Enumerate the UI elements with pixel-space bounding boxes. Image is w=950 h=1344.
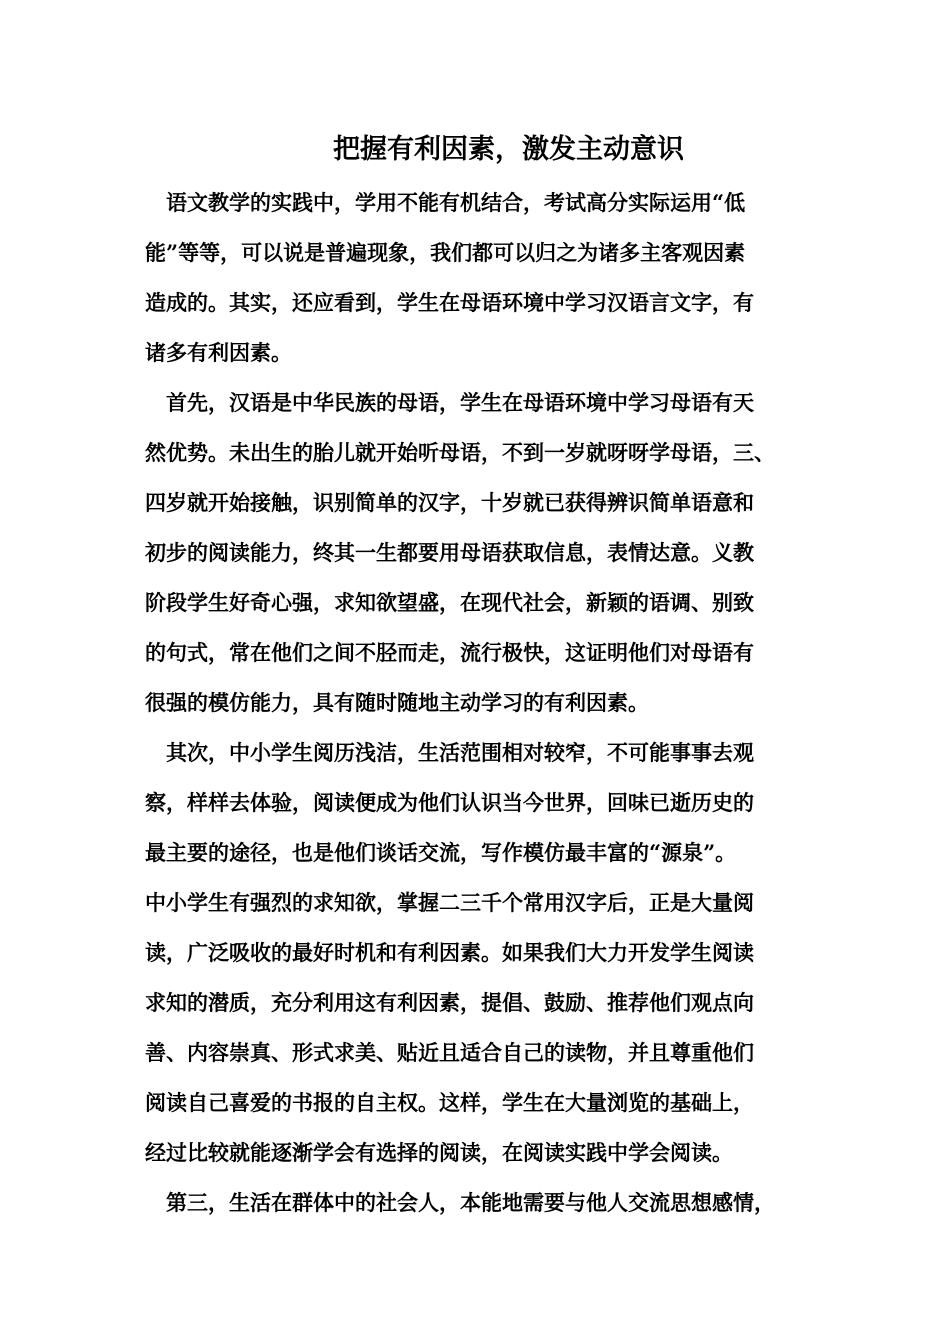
text-line: 能”等等，可以说是普遍现象，我们都可以归之为诸多主客观因素 (145, 240, 746, 265)
paragraph-third (145, 1178, 830, 1228)
text-line: 第三，生活在群体中的社会人，本能地需要与他人交流思想感情， (166, 1190, 775, 1215)
text-line: 初步的阅读能力，终其一生都要用母语获取信息，表情达意。义教 (145, 540, 754, 565)
text-line: 求知的潜质，充分利用这有利因素，提倡、鼓励、推荐他们观点向 (145, 990, 754, 1015)
text-line: 诸多有利因素。 (145, 340, 292, 365)
document-title: 把握有利因素，激发主动意识 (333, 134, 684, 165)
text-line: 语文教学的实践中，学用不能有机结合，考试高分实际运用“低 (166, 190, 746, 215)
text-line: 读，广泛吸收的最好时机和有利因素。如果我们大力开发学生阅读 (145, 940, 754, 965)
text-line: 首先，汉语是中华民族的母语，学生在母语环境中学习母语有天 (166, 390, 754, 415)
document-body (145, 178, 830, 1228)
text-line: 的句式，常在他们之间不胫而走，流行极快，这证明他们对母语有 (145, 640, 754, 665)
text-line: 经过比较就能逐渐学会有选择的阅读，在阅读实践中学会阅读。 (145, 1140, 733, 1165)
text-line: 造成的。其实，还应看到，学生在母语环境中学习汉语言文字，有 (145, 290, 754, 315)
text-line: 很强的模仿能力，具有随时随地主动学习的有利因素。 (145, 690, 649, 715)
paragraph-intro (145, 178, 830, 378)
text-line: 阅读自己喜爱的书报的自主权。这样，学生在大量浏览的基础上， (145, 1090, 754, 1115)
paragraph-second (145, 728, 830, 1178)
paragraph-first (145, 378, 830, 728)
text-line: 四岁就开始接触，识别简单的汉字，十岁就已获得辨识简单语意和 (145, 490, 754, 515)
text-line: 然优势。未出生的胎儿就开始听母语，不到一岁就呀呀学母语，三、 (145, 440, 775, 465)
text-line: 阶段学生好奇心强，求知欲望盛，在现代社会，新颖的语调、别致 (145, 590, 754, 615)
text-line: 其次，中小学生阅历浅洁，生活范围相对较窄，不可能事事去观 (166, 740, 754, 765)
text-line: 察，样样去体验，阅读便成为他们认识当今世界，回味已逝历史的 (145, 790, 754, 815)
text-line: 善、内容崇真、形式求美、贴近且适合自己的读物，并且尊重他们 (145, 1040, 754, 1065)
text-line: 中小学生有强烈的求知欲，掌握二三千个常用汉字后，正是大量阅 (145, 890, 754, 915)
text-line: 最主要的途径，也是他们谈话交流，写作模仿最丰富的“源泉”。 (145, 840, 737, 865)
